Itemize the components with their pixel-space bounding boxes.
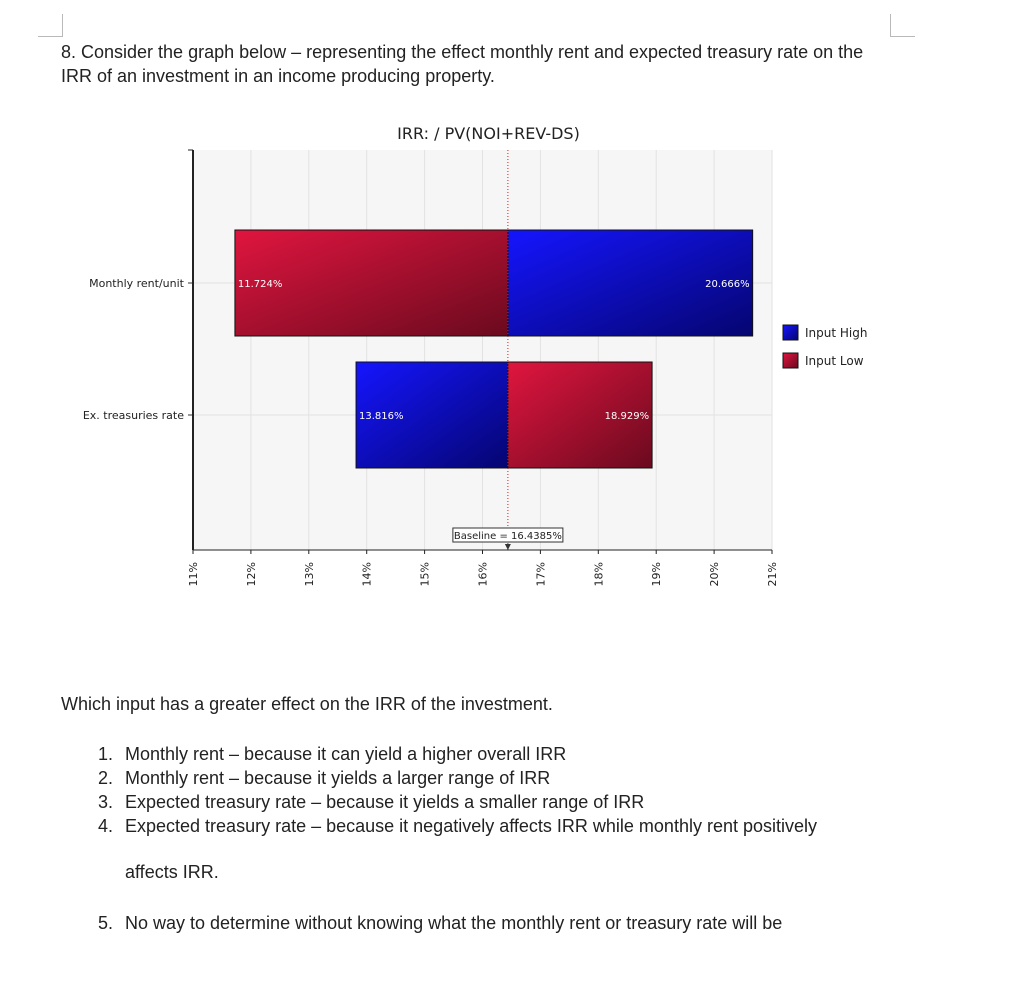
question-prompt: Which input has a greater effect on the IRR of the investment.	[61, 694, 553, 714]
bar-data-label: 13.816%	[359, 411, 404, 422]
option-number: 4.	[97, 816, 113, 836]
option-text: Expected treasury rate – because it negatively affects IRR while monthly rent positively	[125, 816, 818, 836]
x-tick-label: 15%	[418, 562, 432, 587]
option-number: 5.	[97, 913, 113, 933]
category-label: Ex. treasuries rate	[82, 409, 184, 422]
x-tick-label: 21%	[766, 562, 779, 587]
option-text: No way to determine without knowing what the monthly rent or treasury rate will be	[125, 913, 783, 933]
option-text: Monthly rent – because it can yield a higher overall IRR	[125, 744, 567, 764]
option-4-continuation: affects IRR.	[125, 862, 219, 882]
x-tick-label: 20%	[708, 562, 722, 587]
category-label: Monthly rent/unit	[89, 277, 184, 290]
baseline-label: Baseline = 16.4385%	[453, 531, 562, 542]
x-tick-label: 14%	[360, 562, 374, 587]
option-number: 1.	[97, 744, 113, 764]
legend-swatch	[783, 353, 798, 368]
x-tick-label: 17%	[534, 562, 548, 587]
question-text: 8. Consider the graph below – representing the effect monthly rent and expected treasury rate on the IRR of an investment in an income producing property.	[61, 42, 864, 86]
x-tick-label: 13%	[302, 562, 316, 587]
bar-data-label: 18.929%	[604, 411, 650, 422]
x-tick-label: 19%	[650, 562, 664, 587]
chart-title: IRR: / PV(NOI+REV-DS)	[397, 124, 580, 143]
x-tick-label: 11%	[187, 562, 200, 587]
bar-data-label: 20.666%	[705, 279, 750, 290]
option-number: 2.	[97, 768, 113, 788]
legend-label: Input Low	[805, 354, 864, 368]
x-tick-label: 12%	[244, 562, 258, 587]
option-text: Expected treasury rate – because it yields a smaller range of IRR	[125, 792, 645, 812]
legend-swatch	[783, 325, 798, 340]
legend-label: Input High	[805, 326, 868, 340]
x-tick-label: 16%	[476, 562, 490, 587]
option-number: 3.	[97, 792, 113, 812]
x-tick-label: 18%	[592, 562, 606, 587]
bar-data-label: 11.724%	[237, 279, 283, 290]
option-text: Monthly rent – because it yields a larger range of IRR	[125, 768, 551, 788]
